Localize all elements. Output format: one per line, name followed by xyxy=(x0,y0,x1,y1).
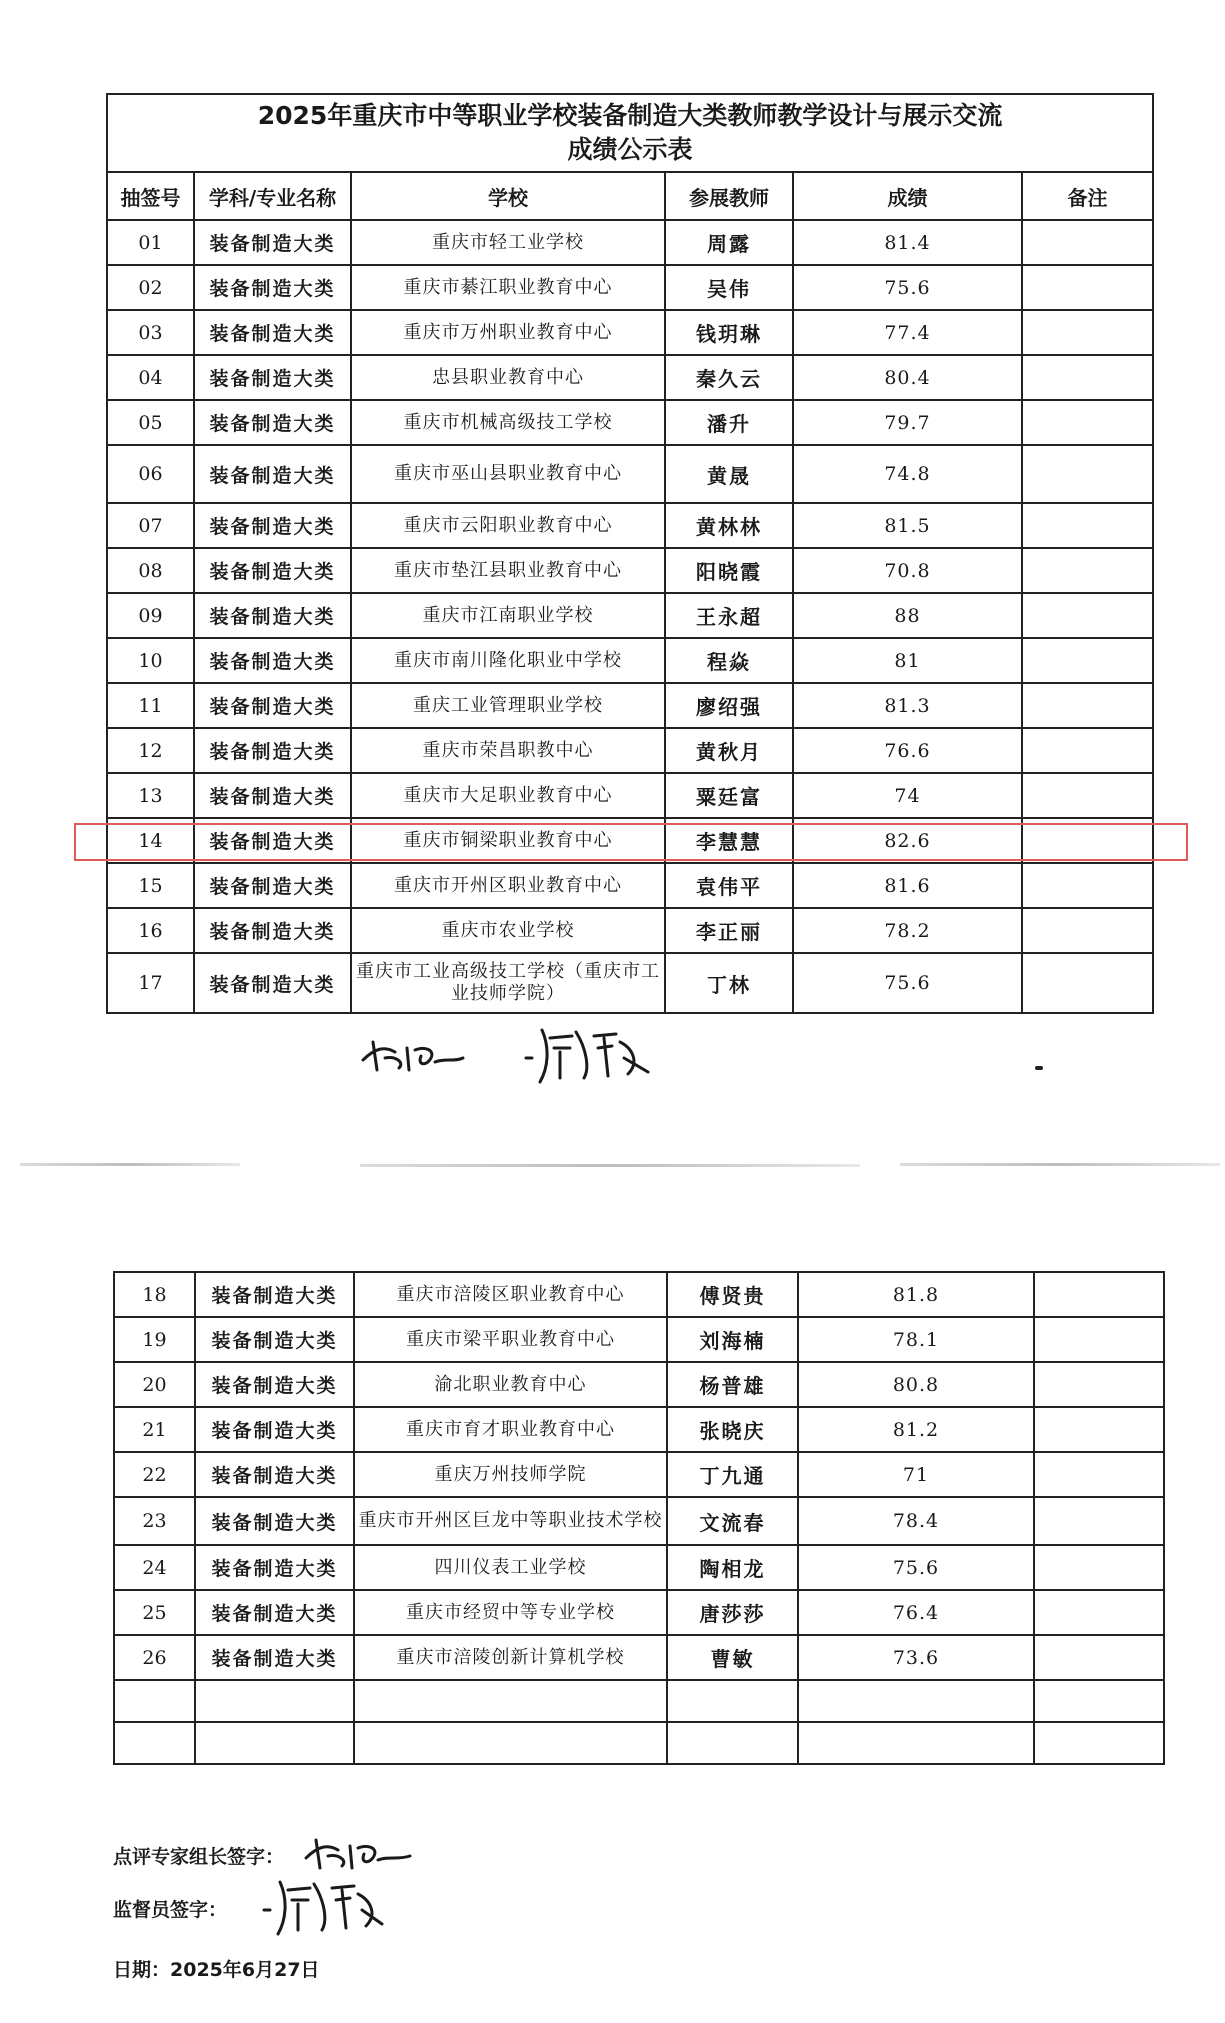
major-cell: 装备制造大类 xyxy=(194,908,351,953)
teacher-cell: 秦久云 xyxy=(665,355,793,400)
score-cell: 73.6 xyxy=(798,1635,1034,1680)
table-row xyxy=(114,1497,1164,1545)
score-cell: 76.4 xyxy=(798,1590,1034,1635)
teacher-cell: 张晓庆 xyxy=(667,1407,798,1452)
draw-number-cell: 08 xyxy=(107,548,194,593)
table-row xyxy=(107,400,1153,445)
score-cell: 80.8 xyxy=(798,1362,1034,1407)
score-cell: 70.8 xyxy=(793,548,1022,593)
draw-number-cell: 07 xyxy=(107,503,194,548)
teacher-cell: 唐莎莎 xyxy=(667,1590,798,1635)
teacher-cell: 周露 xyxy=(665,220,793,265)
major-cell: 装备制造大类 xyxy=(194,863,351,908)
teacher-cell: 曹敏 xyxy=(667,1635,798,1680)
major-cell: 装备制造大类 xyxy=(194,773,351,818)
score-cell: 78.1 xyxy=(798,1317,1034,1362)
table-row xyxy=(114,1680,1164,1722)
draw-number-cell: 02 xyxy=(107,265,194,310)
table-row xyxy=(114,1722,1164,1764)
ink-dot xyxy=(1035,1066,1043,1070)
major-cell: 装备制造大类 xyxy=(194,548,351,593)
major-cell: 装备制造大类 xyxy=(194,265,351,310)
school-cell: 重庆市江南职业学校 xyxy=(351,593,665,638)
draw-number-cell: 01 xyxy=(107,220,194,265)
draw-number-cell: 03 xyxy=(107,310,194,355)
teacher-cell: 黄晟 xyxy=(665,445,793,503)
major-cell: 装备制造大类 xyxy=(195,1317,354,1362)
teacher-cell: 黄林林 xyxy=(665,503,793,548)
score-cell: 74 xyxy=(793,773,1022,818)
table-row xyxy=(107,818,1153,863)
school-cell xyxy=(354,1680,667,1722)
teacher-cell: 程焱 xyxy=(665,638,793,683)
note-cell xyxy=(1034,1545,1164,1590)
score-cell: 81.3 xyxy=(793,683,1022,728)
draw-number-cell: 13 xyxy=(107,773,194,818)
title-line-2: 成绩公示表 xyxy=(567,135,693,164)
school-cell: 重庆市荣昌职教中心 xyxy=(351,728,665,773)
table-row xyxy=(114,1272,1164,1317)
table-row xyxy=(107,863,1153,908)
note-cell xyxy=(1022,548,1153,593)
table-row xyxy=(114,1590,1164,1635)
note-cell xyxy=(1034,1407,1164,1452)
note-cell xyxy=(1022,953,1153,1013)
draw-number-cell: 05 xyxy=(107,400,194,445)
draw-number-cell: 04 xyxy=(107,355,194,400)
school-cell: 重庆市轻工业学校 xyxy=(351,220,665,265)
major-cell: 装备制造大类 xyxy=(195,1272,354,1317)
major-cell xyxy=(195,1722,354,1764)
signature-leader-top xyxy=(355,1028,475,1078)
major-cell: 装备制造大类 xyxy=(194,728,351,773)
teacher-cell: 杨普雄 xyxy=(667,1362,798,1407)
table-row xyxy=(107,773,1153,818)
table-row xyxy=(107,638,1153,683)
major-cell: 装备制造大类 xyxy=(194,638,351,683)
major-cell xyxy=(195,1680,354,1722)
draw-number-cell: 26 xyxy=(114,1635,195,1680)
header-draw-number: 抽签号 xyxy=(107,172,194,220)
teacher-cell: 吴伟 xyxy=(665,265,793,310)
major-cell: 装备制造大类 xyxy=(194,503,351,548)
school-cell: 重庆市梁平职业教育中心 xyxy=(354,1317,667,1362)
teacher-cell: 黄秋月 xyxy=(665,728,793,773)
table-row xyxy=(107,265,1153,310)
score-cell: 81.4 xyxy=(793,220,1022,265)
school-cell: 重庆工业管理职业学校 xyxy=(351,683,665,728)
page-fold-line xyxy=(900,1163,1220,1166)
score-cell: 77.4 xyxy=(793,310,1022,355)
major-cell: 装备制造大类 xyxy=(195,1362,354,1407)
note-cell xyxy=(1034,1317,1164,1362)
supervisor-signature-label: 监督员签字： xyxy=(113,1899,228,1921)
major-cell: 装备制造大类 xyxy=(194,818,351,863)
table-row xyxy=(107,445,1153,503)
school-cell: 重庆市云阳职业教育中心 xyxy=(351,503,665,548)
title-line-1: 2025年重庆市中等职业学校装备制造大类教师教学设计与展示交流 xyxy=(257,101,1003,130)
draw-number-cell: 12 xyxy=(107,728,194,773)
header-score: 成绩 xyxy=(793,172,1022,220)
draw-number-cell: 19 xyxy=(114,1317,195,1362)
teacher-cell: 傅贤贵 xyxy=(667,1272,798,1317)
draw-number-cell: 17 xyxy=(107,953,194,1013)
note-cell xyxy=(1022,355,1153,400)
note-cell xyxy=(1022,728,1153,773)
table-row xyxy=(114,1635,1164,1680)
note-cell xyxy=(1034,1590,1164,1635)
table-row xyxy=(107,593,1153,638)
draw-number-cell: 16 xyxy=(107,908,194,953)
score-cell: 80.4 xyxy=(793,355,1022,400)
school-cell: 四川仪表工业学校 xyxy=(354,1545,667,1590)
school-cell: 重庆市巫山县职业教育中心 xyxy=(351,445,665,503)
score-cell: 88 xyxy=(793,593,1022,638)
header-school: 学校 xyxy=(351,172,665,220)
school-cell: 重庆市綦江职业教育中心 xyxy=(351,265,665,310)
table-row xyxy=(114,1407,1164,1452)
header-teacher: 参展教师 xyxy=(665,172,793,220)
score-cell: 75.6 xyxy=(793,265,1022,310)
major-cell: 装备制造大类 xyxy=(194,400,351,445)
table-row xyxy=(107,355,1153,400)
page-fold-line xyxy=(360,1164,860,1167)
major-cell: 装备制造大类 xyxy=(194,445,351,503)
note-cell xyxy=(1034,1362,1164,1407)
school-cell: 重庆市涪陵区职业教育中心 xyxy=(354,1272,667,1317)
score-cell: 78.4 xyxy=(798,1497,1034,1545)
teacher-cell: 丁林 xyxy=(665,953,793,1013)
score-table-bottom xyxy=(113,1271,1165,1765)
school-cell: 重庆市开州区巨龙中等职业技术学校 xyxy=(354,1497,667,1545)
draw-number-cell: 23 xyxy=(114,1497,195,1545)
teacher-cell: 阳晓霞 xyxy=(665,548,793,593)
score-cell: 81 xyxy=(793,638,1022,683)
draw-number-cell: 25 xyxy=(114,1590,195,1635)
signature-supervisor-top xyxy=(520,1018,660,1088)
school-cell: 重庆市南川隆化职业中学校 xyxy=(351,638,665,683)
table-row xyxy=(107,548,1153,593)
school-cell: 重庆万州技师学院 xyxy=(354,1452,667,1497)
score-cell: 75.6 xyxy=(798,1545,1034,1590)
teacher-cell: 粟廷富 xyxy=(665,773,793,818)
school-cell: 重庆市铜梁职业教育中心 xyxy=(351,818,665,863)
major-cell: 装备制造大类 xyxy=(194,355,351,400)
major-cell: 装备制造大类 xyxy=(195,1545,354,1590)
note-cell xyxy=(1034,1680,1164,1722)
major-cell: 装备制造大类 xyxy=(194,310,351,355)
note-cell xyxy=(1022,638,1153,683)
score-table-top xyxy=(106,93,1154,1014)
header-note: 备注 xyxy=(1022,172,1153,220)
note-cell xyxy=(1022,593,1153,638)
score-cell: 81.5 xyxy=(793,503,1022,548)
teacher-cell: 廖绍强 xyxy=(665,683,793,728)
major-cell: 装备制造大类 xyxy=(195,1407,354,1452)
note-cell xyxy=(1034,1635,1164,1680)
school-cell: 重庆市涪陵创新计算机学校 xyxy=(354,1635,667,1680)
school-cell: 重庆市农业学校 xyxy=(351,908,665,953)
draw-number-cell: 14 xyxy=(107,818,194,863)
leader-signature-label: 点评专家组长签字： xyxy=(113,1846,285,1868)
header-row xyxy=(107,172,1153,220)
draw-number-cell: 09 xyxy=(107,593,194,638)
note-cell xyxy=(1022,908,1153,953)
teacher-cell: 刘海楠 xyxy=(667,1317,798,1362)
score-cell: 81.8 xyxy=(798,1272,1034,1317)
teacher-cell: 钱玥琳 xyxy=(665,310,793,355)
date-label: 日期：2025年6月27日 xyxy=(113,1959,320,1981)
note-cell xyxy=(1022,400,1153,445)
table-row xyxy=(107,683,1153,728)
draw-number-cell: 24 xyxy=(114,1545,195,1590)
school-cell: 重庆市开州区职业教育中心 xyxy=(351,863,665,908)
signature-leader xyxy=(298,1826,428,1876)
draw-number-cell: 06 xyxy=(107,445,194,503)
teacher-cell xyxy=(667,1722,798,1764)
draw-number-cell: 10 xyxy=(107,638,194,683)
note-cell xyxy=(1022,265,1153,310)
school-cell: 重庆市垫江县职业教育中心 xyxy=(351,548,665,593)
teacher-cell xyxy=(667,1680,798,1722)
table-row xyxy=(107,908,1153,953)
draw-number-cell: 11 xyxy=(107,683,194,728)
draw-number-cell xyxy=(114,1722,195,1764)
major-cell: 装备制造大类 xyxy=(194,683,351,728)
score-cell: 78.2 xyxy=(793,908,1022,953)
teacher-cell: 潘升 xyxy=(665,400,793,445)
score-cell: 74.8 xyxy=(793,445,1022,503)
note-cell xyxy=(1022,863,1153,908)
header-major: 学科/专业名称 xyxy=(194,172,351,220)
score-cell: 82.6 xyxy=(793,818,1022,863)
school-cell: 重庆市机械高级技工学校 xyxy=(351,400,665,445)
note-cell xyxy=(1022,445,1153,503)
score-cell: 71 xyxy=(798,1452,1034,1497)
teacher-cell: 王永超 xyxy=(665,593,793,638)
note-cell xyxy=(1034,1722,1164,1764)
teacher-cell: 李正丽 xyxy=(665,908,793,953)
table-row xyxy=(114,1362,1164,1407)
major-cell: 装备制造大类 xyxy=(195,1635,354,1680)
teacher-cell: 袁伟平 xyxy=(665,863,793,908)
school-cell xyxy=(354,1722,667,1764)
table-row xyxy=(114,1452,1164,1497)
score-cell: 79.7 xyxy=(793,400,1022,445)
note-cell xyxy=(1022,773,1153,818)
note-cell xyxy=(1034,1452,1164,1497)
school-cell: 重庆市育才职业教育中心 xyxy=(354,1407,667,1452)
signature-supervisor xyxy=(258,1870,388,1940)
page-fold-line xyxy=(20,1163,240,1166)
school-cell: 渝北职业教育中心 xyxy=(354,1362,667,1407)
draw-number-cell xyxy=(114,1680,195,1722)
major-cell: 装备制造大类 xyxy=(194,220,351,265)
note-cell xyxy=(1034,1272,1164,1317)
draw-number-cell: 22 xyxy=(114,1452,195,1497)
school-cell: 忠县职业教育中心 xyxy=(351,355,665,400)
teacher-cell: 文流春 xyxy=(667,1497,798,1545)
major-cell: 装备制造大类 xyxy=(194,953,351,1013)
table-row xyxy=(107,728,1153,773)
score-cell: 81.6 xyxy=(793,863,1022,908)
score-cell: 76.6 xyxy=(793,728,1022,773)
note-cell xyxy=(1022,310,1153,355)
note-cell xyxy=(1022,683,1153,728)
table-row xyxy=(107,953,1153,1013)
school-cell: 重庆市经贸中等专业学校 xyxy=(354,1590,667,1635)
table-row xyxy=(114,1545,1164,1590)
teacher-cell: 李慧慧 xyxy=(665,818,793,863)
school-cell: 重庆市大足职业教育中心 xyxy=(351,773,665,818)
score-cell: 81.2 xyxy=(798,1407,1034,1452)
school-cell: 重庆市工业高级技工学校（重庆市工业技师学院） xyxy=(351,953,665,1013)
note-cell xyxy=(1022,503,1153,548)
note-cell xyxy=(1022,220,1153,265)
major-cell: 装备制造大类 xyxy=(194,593,351,638)
note-cell xyxy=(1022,818,1153,863)
table-row xyxy=(114,1317,1164,1362)
score-cell xyxy=(798,1722,1034,1764)
major-cell: 装备制造大类 xyxy=(195,1452,354,1497)
major-cell: 装备制造大类 xyxy=(195,1590,354,1635)
teacher-cell: 陶相龙 xyxy=(667,1545,798,1590)
teacher-cell: 丁九通 xyxy=(667,1452,798,1497)
school-cell: 重庆市万州职业教育中心 xyxy=(351,310,665,355)
draw-number-cell: 18 xyxy=(114,1272,195,1317)
draw-number-cell: 20 xyxy=(114,1362,195,1407)
table-title xyxy=(107,94,1153,172)
score-cell xyxy=(798,1680,1034,1722)
table-row xyxy=(107,503,1153,548)
draw-number-cell: 21 xyxy=(114,1407,195,1452)
draw-number-cell: 15 xyxy=(107,863,194,908)
score-cell: 75.6 xyxy=(793,953,1022,1013)
table-row xyxy=(107,220,1153,265)
note-cell xyxy=(1034,1497,1164,1545)
table-row xyxy=(107,310,1153,355)
major-cell: 装备制造大类 xyxy=(195,1497,354,1545)
